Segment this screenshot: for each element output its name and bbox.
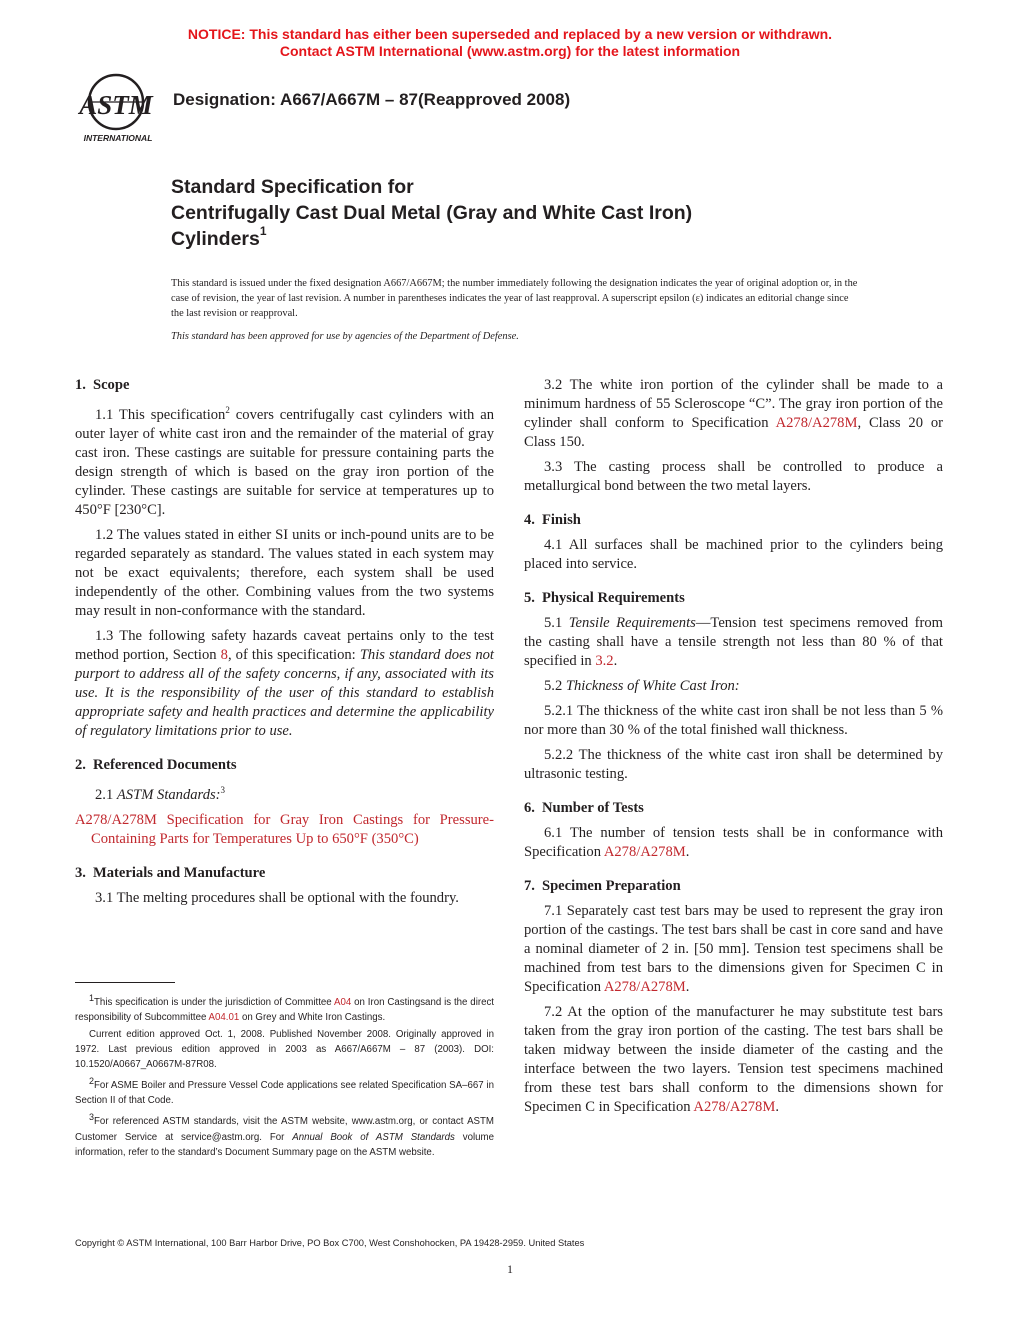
a278-link-7-1[interactable]: A278/A278M xyxy=(603,979,686,995)
section-heading-scope: 1. Scope xyxy=(75,377,130,393)
para-7-2: 7.2 At the option of the manufacturer he may substitute test bars taken from the gray iron portion of the casting. The test bars shall be taken midway between the inside diameter of the casting and the interface between the two layers. Tension test specimens machined from these test bars shall conform to the dimensions shown for Specimen C in Specification A278/A278M. xyxy=(524,1004,943,1115)
section-heading-finish: 4. Finish xyxy=(524,512,581,528)
footnote-1-edition: Current edition approved Oct. 1, 2008. Published November 2008. Originally approved in 1972. Last previous edition approved in 2003 as A667/A667M – 87 (2003). DOI: 10.1520/A0667_A0667M-87R08. xyxy=(75,1029,494,1071)
a278-link-3-2[interactable]: A278/A278M xyxy=(775,415,858,431)
section-heading-specimen: 7. Specimen Preparation xyxy=(524,878,681,894)
para-7-1: 7.1 Separately cast test bars may be used to represent the gray iron portion of the castings. The test bars shall be cast in core sand and have a nominal diameter of 2 in. [50 mm]. Tension test specimens shall be machined from test bars to the dimensions given for Specimen C in Specification A278/A278M. xyxy=(524,903,943,995)
a278-ref-link[interactable]: A278/A278M xyxy=(75,811,157,828)
designation: Designation: A667/A667M – 87(Reapproved 2008) xyxy=(173,90,571,109)
logo-subtext: INTERNATIONAL xyxy=(83,133,153,143)
a278-link-6-1[interactable]: A278/A278M xyxy=(603,844,686,860)
a278-link-7-2[interactable]: A278/A278M xyxy=(693,1099,776,1115)
copyright: Copyright © ASTM International, 100 Barr Harbor Drive, PO Box C700, West Conshohocken, PA 19428-2959. United States xyxy=(75,1238,585,1248)
footnote-2: $^2$For ASME Boiler and Pressure Vessel Code applications see related Specification SA–667 in Section II of that Code. xyxy=(75,1076,494,1107)
footnote-divider xyxy=(75,982,175,983)
para-1-1: 1.1 This specification$^2$ covers centrifugally cast cylinders with an outer layer of white cast iron and the remainder of the material of gray cast iron. These castings are suitable for pressure containing parts the design strength of which is based on the gray iron portion of the cylinder. These castings are suitable for service at temperatures up to 450°F [230°C]. xyxy=(75,405,494,518)
para-5-2-1: 5.2.1 The thickness of the white cast iron shall be not less than 5 % nor more than 30 % of the total finished wall thickness. xyxy=(524,703,943,738)
section-heading-physical: 5. Physical Requirements xyxy=(524,590,685,606)
para-5-2: 5.2 Thickness of White Cast Iron: xyxy=(544,678,740,694)
notice-line-2: Contact ASTM International (www.astm.org) for the latest information xyxy=(279,43,741,59)
para-3-1: 3.1 The melting procedures shall be optional with the foundry. xyxy=(95,889,459,906)
para-6-1: 6.1 The number of tension tests shall be in conformance with Specification A278/A278M. xyxy=(524,825,943,860)
section-heading-materials: 3. Materials and Manufacture xyxy=(75,864,266,881)
dod-note: This standard has been approved for use by agencies of the Department of Defense. xyxy=(171,331,519,342)
footnotes xyxy=(75,991,494,1162)
notice-line-1: NOTICE: This standard has either been superseded and replaced by a new version or withdrawn. xyxy=(187,26,833,42)
page-number: 1 xyxy=(507,1262,513,1276)
para-4-1: 4.1 All surfaces shall be machined prior to the cylinders being placed into service. xyxy=(524,537,943,572)
committee-a04-link[interactable]: A04 xyxy=(334,997,352,1009)
para-3-3: 3.3 The casting process shall be controlled to produce a metallurgical bond between the two metal layers. xyxy=(524,459,943,494)
withdrawn-notice xyxy=(0,26,1020,60)
astm-logo-icon xyxy=(74,70,162,146)
title-footnote-mark: 1 xyxy=(259,224,267,238)
para-2-1: 2.1 ASTM Standards:$^3$ xyxy=(95,784,226,803)
section-8-link[interactable]: 8 xyxy=(220,646,228,663)
title-line-1: Standard Specification for xyxy=(171,176,414,198)
a278-ref-title-link[interactable]: Specification for Gray Iron Castings for Pressure-Containing Parts for Temperatures Up to 650°F (350°C) xyxy=(91,811,494,847)
para-5-2-2: 5.2.2 The thickness of the white cast iron shall be determined by ultrasonic testing. xyxy=(524,747,943,782)
left-column xyxy=(75,376,494,914)
footnote-1: $^1$This specification is under the jurisdiction of Committee A04 on Iron Castingsand is the direct responsibility of Subcommittee A04.01 on Grey and White Iron Castings. xyxy=(75,993,494,1024)
para-1-2: 1.2 The values stated in either SI units or inch-pound units are to be regarded separately as standard. The values stated in each system may not be exact equivalents; therefore, each system shall be used independently of the other. Combining values from the two systems may result in non-conformance with the standard. xyxy=(75,526,494,619)
issue-note: This standard is issued under the fixed designation A667/A667M; the number immediately following the designation indicates the year of original adoption or, in the case of revision, the year of last revision. A number in parentheses indicates the year of last reapproval. A superscript epsilon (ε) indicates an editorial change since the last revision or reapproval. xyxy=(171,278,858,319)
reference-a278 xyxy=(75,811,494,849)
section-3-2-link[interactable]: 3.2 xyxy=(595,653,614,669)
document-title xyxy=(171,174,931,252)
para-5-1: 5.1 Tensile Requirements—Tension test specimens removed from the casting shall have a tensile strength not less than 80 % of that specified in 3.2. xyxy=(524,615,944,669)
section-heading-number-of-tests: 6. Number of Tests xyxy=(524,800,644,816)
title-line-2: Centrifugally Cast Dual Metal (Gray and White Cast Iron) xyxy=(171,202,693,224)
para-3-2: 3.2 The white iron portion of the cylinder shall be made to a minimum hardness of 55 Scleroscope “C”. The gray iron portion of the cylinder shall conform to Specification A278/A278M, Class 20 or Class 150. xyxy=(524,377,943,450)
logo-text: ASTM xyxy=(79,90,153,120)
para-1-3: 1.3 The following safety hazards caveat pertains only to the test method portion, Section 8, of this specification: This standard does not purport to address all of the safety concerns, if any, associated with its use. It is the responsibility of the user of this standard to establish appropriate safety and health practices and determine the applicability of regulatory limitations prior to use. xyxy=(75,627,494,739)
title-line-3: Cylinders xyxy=(171,228,260,250)
section-heading-referenced-documents: 2. Referenced Documents xyxy=(75,756,237,773)
right-column xyxy=(524,376,943,1123)
subcommittee-a0401-link[interactable]: A04.01 xyxy=(208,1012,240,1024)
footnote-3: $^3$For referenced ASTM standards, visit the ASTM website, www.astm.org, or contact ASTM Customer Service at service@astm.org. For Annual Book of ASTM Standards volume information, refer to the standard’s Document Summary page on the ASTM website. xyxy=(75,1112,494,1158)
